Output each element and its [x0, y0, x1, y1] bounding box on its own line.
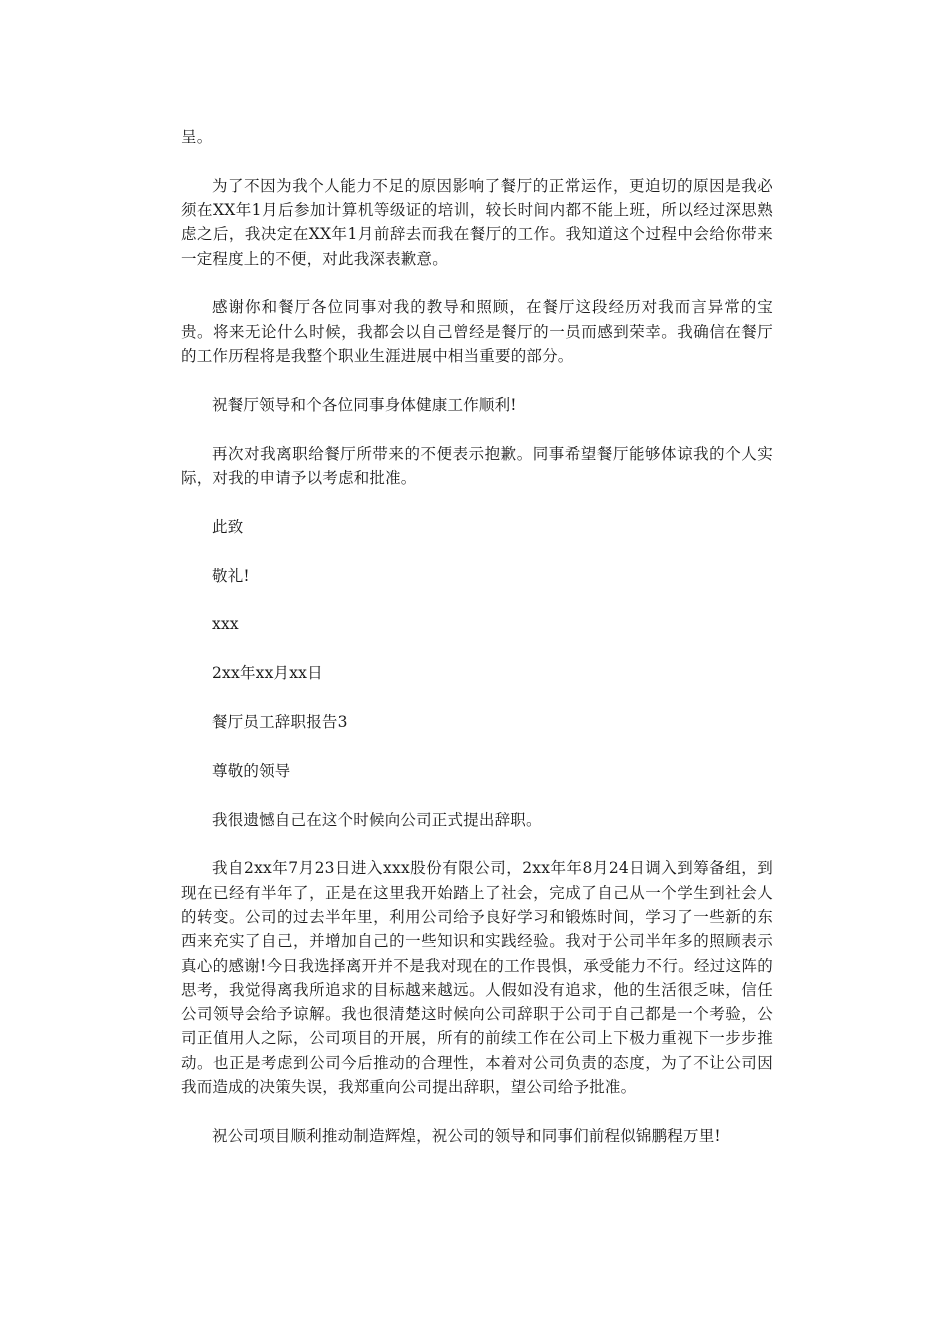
paragraph-closing-fragment: 呈。: [181, 128, 213, 146]
salutation-cizhi: 此致: [212, 517, 244, 536]
document-body: [181, 125, 773, 1173]
paragraph-history: 我自2xx年7月23日进入xxx股份有限公司，2xx年年8月24日调入到筹备组，到现在已经有半年了，正是在这里我开始踏上了社会，完成了自己从一个学生到社会人的转变。公司的过去半年里，利用公司给予良好学习和锻炼时间，学习了一些新的东西来充实了自己，并增加自己的一些知识和实践经验。我对于公司半年多的照顾表示真心的感谢!今日我选择离开并不是我对现在的工作畏惧，承受能力不行。经过这阵的思考，我觉得离我所追求的目标越来越远。人假如没有追求，他的生活很乏味，信任公司领导会给予谅解。我也很清楚这时候向公司辞职于公司于自己都是一个考验，公司正值用人之际，公司项目的开展，所有的前续工作在公司上下极力重视下一步步推动。也正是考虑到公司今后推动的合理性，本着对公司负责的态度，为了不让公司因我而造成的决策失误，我郑重向公司提出辞职，望公司给予批准。: [181, 859, 773, 1097]
paragraph-regret: 我很遗憾自己在这个时候向公司正式提出辞职。: [212, 810, 542, 829]
section-heading: 餐厅员工辞职报告3: [212, 712, 348, 731]
signature-date: 2xx年xx月xx日: [212, 664, 323, 683]
paragraph-final-wishes: 祝公司项目顺利推动制造辉煌，祝公司的领导和同事们前程似锦鹏程万里!: [212, 1126, 721, 1145]
paragraph-thanks: 感谢你和餐厅各位同事对我的教导和照顾，在餐厅这段经历对我而言异常的宝贵。将来无论什么时候，我都会以自己曾经是餐厅的一员而感到荣幸。我确信在餐厅的工作历程将是我整个职业生涯进展中相当重要的部分。: [181, 298, 773, 366]
signature-name: xxx: [212, 615, 239, 634]
paragraph-apology: 再次对我离职给餐厅所带来的不便表示抱歉。同事希望餐厅能够体谅我的个人实际，对我的申请予以考虑和批准。: [181, 444, 773, 487]
paragraph-wishes: 祝餐厅领导和个各位同事身体健康工作顺利!: [212, 395, 517, 414]
paragraph-reason: 为了不因为我个人能力不足的原因影响了餐厅的正常运作，更迫切的原因是我必须在XX年1月后参加计算机等级证的培训，较长时间内都不能上班，所以经过深思熟虑之后，我决定在XX年1月前辞去而我在餐厅的工作。我知道这个过程中会给你带来一定程度上的不便，对此我深表歉意。: [181, 176, 773, 268]
greeting-line: 尊敬的领导: [212, 761, 291, 780]
salutation-jingli: 敬礼!: [212, 566, 250, 585]
